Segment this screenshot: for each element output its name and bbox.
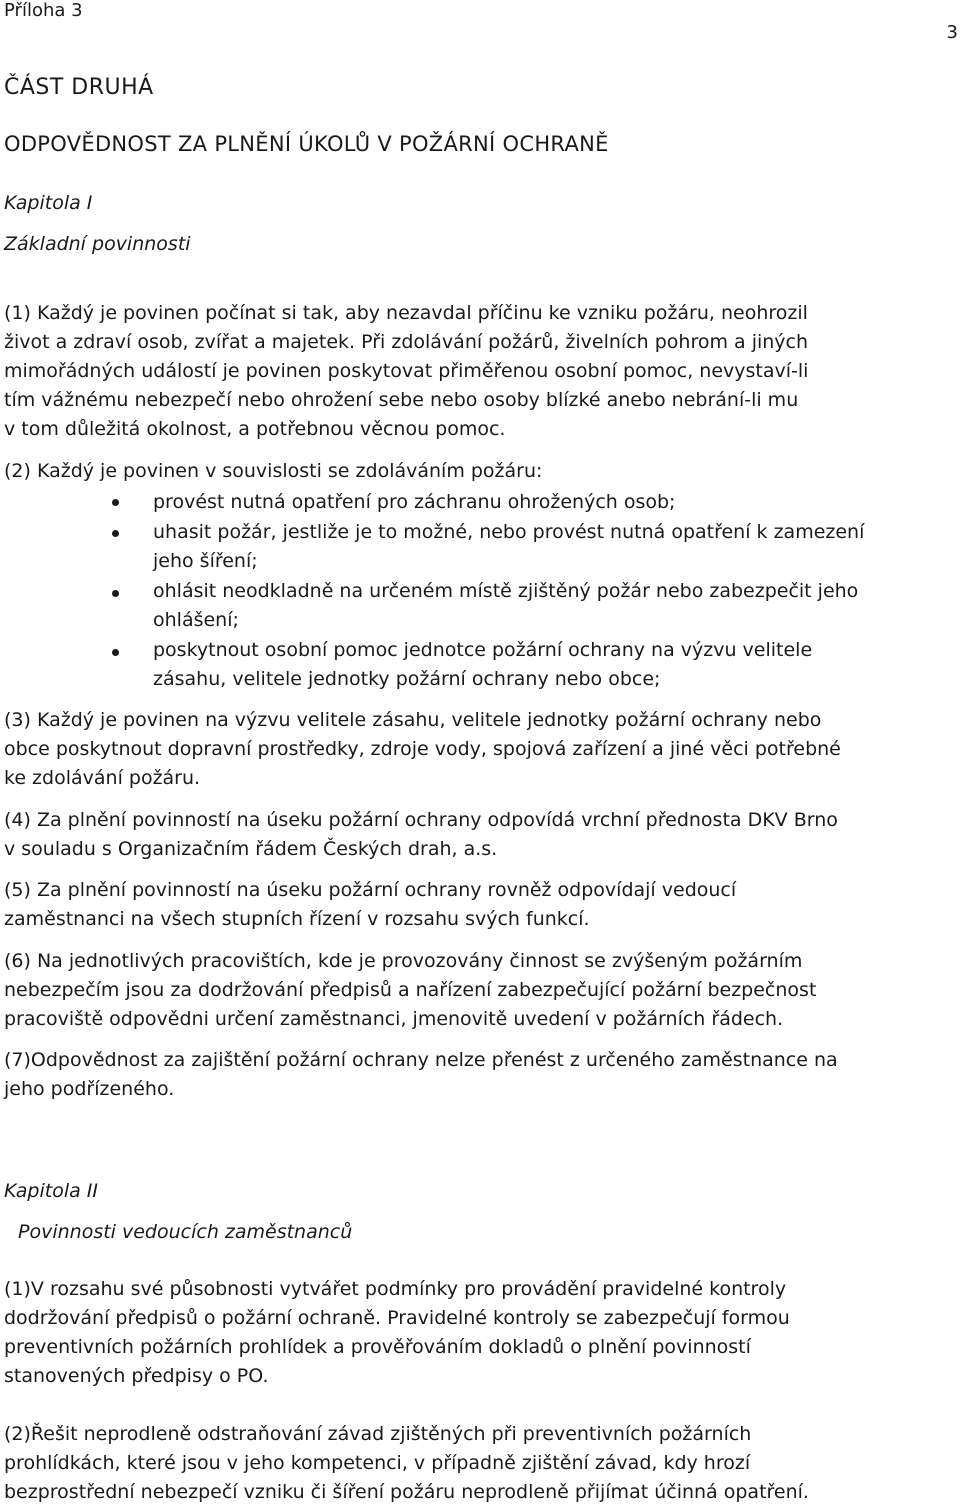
paragraph-line: (4) Za plnění povinností na úseku požární ochrany odpovídá vrchní přednosta DKV Brno [4,809,838,831]
attachment-label: Příloha 3 [4,0,83,21]
paragraph-line: dodržování předpisů o požární ochraně. Pravidelné kontroly se zabezpečují formou [4,1307,790,1329]
paragraph-line: (5) Za plnění povinností na úseku požární ochrany rovněž odpovídají vedoucí [4,879,737,901]
paragraph-line: jeho podřízeného. [4,1078,175,1100]
chapter-label: Kapitola II [4,1180,99,1202]
paragraph-line: (2)Řešit neprodleně odstraňování závad zjištěných při preventivních požárních [4,1423,752,1445]
paragraph-line: (1)V rozsahu své působnosti vytvářet podmínky pro provádění pravidelné kontroly [4,1278,787,1300]
list-item-text: ohlásit neodkladně na určeném místě zjištěný požár nebo zabezpečit jeho [153,580,859,602]
paragraph-line: obce poskytnout dopravní prostředky, zdroje vody, spojová zařízení a jiné věci potřebné [4,738,841,760]
paragraph-line: tím vážnému nebezpečí nebo ohrožení sebe nebo osoby blízké anebo nebrání-li mu [4,389,799,411]
bullet-icon [112,530,119,537]
paragraph-line: (6) Na jednotlivých pracovištích, kde je provozovány činnost se zvýšeným požárním [4,950,803,972]
paragraph-line: bezprostřední nebezpečí vzniku či šíření požáru neprodleně přijímat účinná opatření. [4,1481,809,1503]
paragraph-line: (1) Každý je povinen počínat si tak, aby nezavdal příčinu ke vzniku požáru, neohrozil [4,302,808,324]
paragraph-line: nebezpečím jsou za dodržování předpisů a nařízení zabezpečující požární bezpečnost [4,979,817,1001]
chapter-name: Povinnosti vedoucích zaměstnanců [18,1221,353,1243]
paragraph-line: pracoviště odpovědni určení zaměstnanci, jmenovitě uvedení v požárních řádech. [4,1008,784,1030]
bullet-icon [112,590,119,597]
paragraph-line: (7)Odpovědnost za zajištění požární ochrany nelze přenést z určeného zaměstnance na [4,1049,838,1071]
list-item-text: provést nutná opatření pro záchranu ohrožených osob; [153,491,676,513]
bullet-icon [112,499,119,506]
list-item-text: zásahu, velitele jednotky požární ochrany nebo obce; [153,668,661,690]
paragraph-line: prohlídkách, které jsou v jeho kompetenci, v případně zjištění závad, kdy hrozí [4,1452,751,1474]
paragraph-line: v souladu s Organizačním řádem Českých drah, a.s. [4,838,498,860]
list-item-text: ohlášení; [153,609,239,631]
paragraph-line: zaměstnanci na všech stupních řízení v rozsahu svých funkcí. [4,908,590,930]
paragraph-line: ke zdolávání požáru. [4,767,201,789]
paragraph-line: stanovených předpisy o PO. [4,1365,269,1387]
list-item-text: jeho šíření; [153,550,258,572]
paragraph-line: v tom důležitá okolnost, a potřebnou věcnou pomoc. [4,418,506,440]
list-item-text: uhasit požár, jestliže je to možné, nebo provést nutná opatření k zamezení [153,521,865,543]
page-number: 3 [946,22,958,43]
part-subtitle: ODPOVĚDNOST ZA PLNĚNÍ ÚKOLŮ V POŽÁRNÍ OCHRANĚ [4,132,609,156]
chapter-label: Kapitola I [4,192,93,214]
paragraph-line: (3) Každý je povinen na výzvu velitele zásahu, velitele jednotky požární ochrany nebo [4,709,822,731]
part-title: ČÁST DRUHÁ [4,75,154,100]
list-item-text: poskytnout osobní pomoc jednotce požární ochrany na výzvu velitele [153,639,813,661]
paragraph-line: mimořádných událostí je povinen poskytovat přiměřenou osobní pomoc, nevystaví-li [4,360,809,382]
bullet-icon [112,649,119,656]
chapter-name: Základní povinnosti [4,233,191,255]
paragraph-intro: (2) Každý je povinen v souvislosti se zdoláváním požáru: [4,460,543,482]
paragraph-line: preventivních požárních prohlídek a prověřováním dokladů o plnění povinností [4,1336,751,1358]
paragraph-line: život a zdraví osob, zvířat a majetek. Při zdolávání požárů, živelních pohrom a jiných [4,331,809,353]
